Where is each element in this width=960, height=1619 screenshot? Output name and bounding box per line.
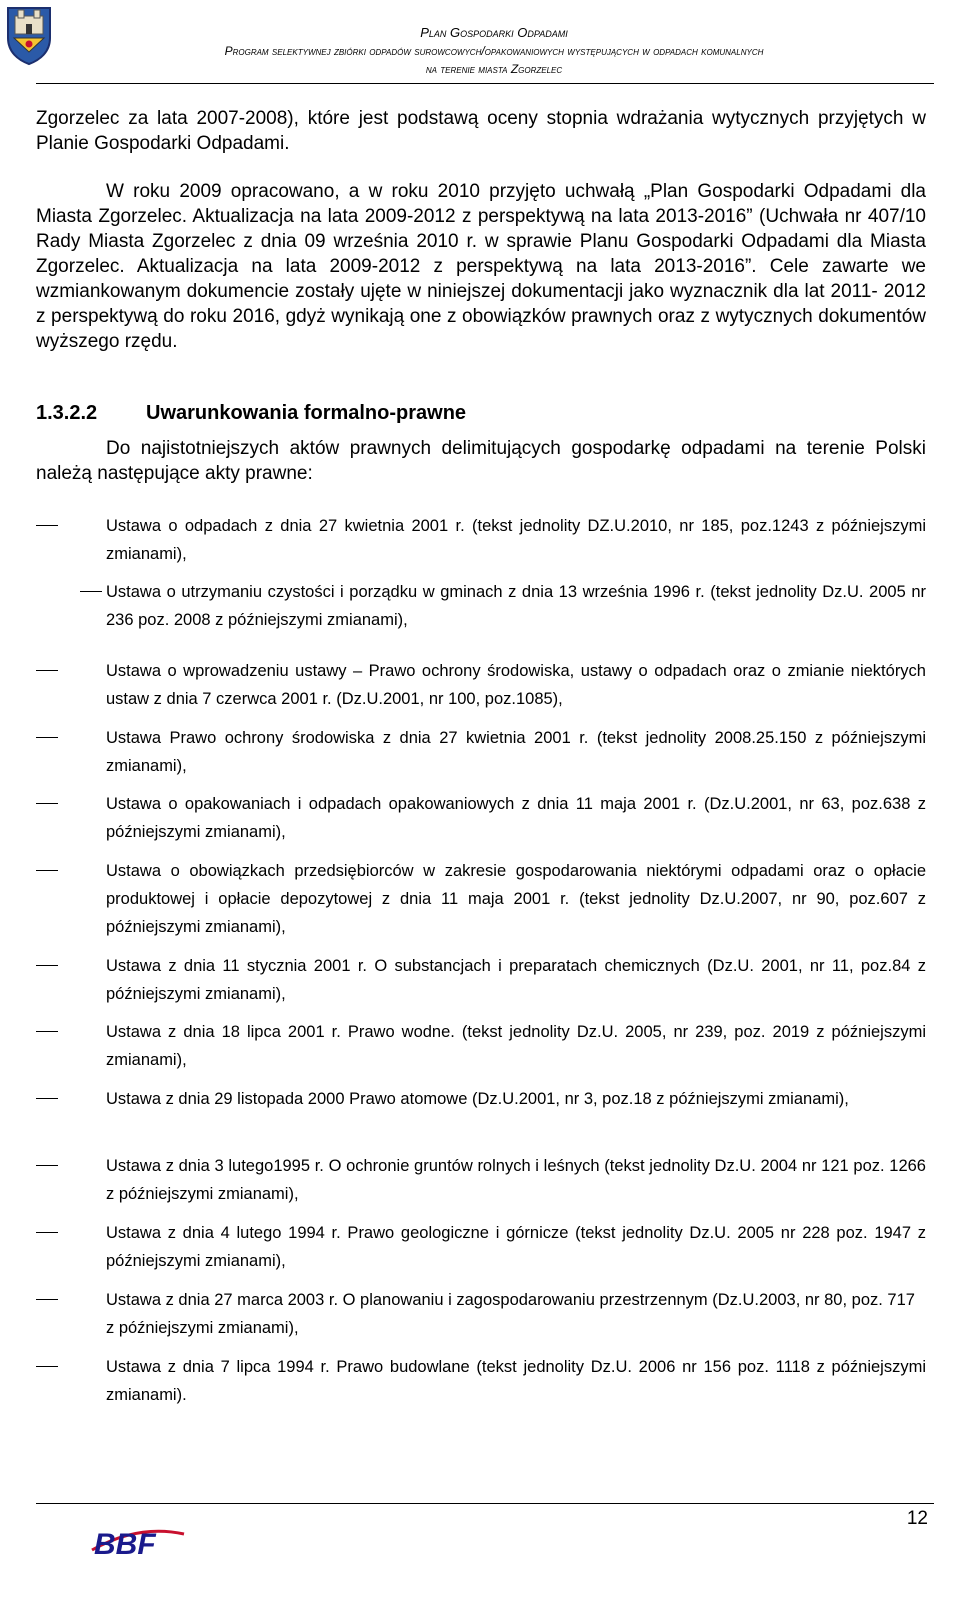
document-header	[54, 24, 934, 78]
list-item	[36, 1286, 926, 1342]
dash-bullet-icon	[36, 1366, 58, 1367]
list-item-text: Ustawa z dnia 27 marca 2003 r. O planowaniu i zagospodarowaniu przestrzennym (Dz.U.2003, nr 80, poz. 717 z późniejszymi zmianami),	[106, 1291, 915, 1337]
page-number: 12	[906, 1508, 928, 1529]
dash-bullet-icon	[36, 870, 58, 871]
dash-bullet-icon	[36, 1031, 58, 1032]
dash-bullet-icon	[36, 670, 58, 671]
dash-bullet-icon	[36, 803, 58, 804]
list-item-text: Ustawa Prawo ochrony środowiska z dnia 27 kwietnia 2001 r. (tekst jednolity 2008.25.150 z późniejszymi zmianami),	[106, 729, 926, 775]
header-subtitle: Program selektywnej zbiórki odpadów surowcowych/opakowaniowych występujących w odpadach komunalnych	[224, 44, 764, 58]
dash-bullet-icon	[36, 1232, 58, 1233]
section-intro-text: Do najistotniejszych aktów prawnych delimitujących gospodarkę odpadami na terenie Polski należą następujące akty prawne:	[36, 438, 926, 484]
logo-text: BBF	[94, 1528, 156, 1560]
section-number: 1.3.2.2	[36, 402, 98, 424]
list-item-text: Ustawa o obowiązkach przedsiębiorców w zakresie gospodarowania niektórymi odpadami oraz o opłacie produktowej i opłacie depozytowej z dnia 11 maja 2001 r. (tekst jednolity Dz.U.2007, nr 90, poz.607 z późniejszymi zmianami),	[106, 862, 926, 936]
list-item-text: Ustawa z dnia 18 lipca 2001 r. Prawo wodne. (tekst jednolity Dz.U. 2005, nr 239, poz. 2019 z późniejszymi zmianami),	[106, 1023, 926, 1069]
list-item-text: Ustawa o wprowadzeniu ustawy – Prawo ochrony środowiska, ustawy o odpadach oraz o zmianie niektórych ustaw z dnia 7 czerwca 2001 r. (Dz.U.2001, nr 100, poz.1085),	[106, 662, 926, 708]
list-item	[36, 724, 926, 780]
dash-bullet-icon	[36, 1165, 58, 1166]
dash-bullet-icon	[80, 591, 102, 592]
dash-bullet-icon	[36, 965, 58, 966]
section-intro	[36, 436, 926, 486]
list-item	[36, 1152, 926, 1208]
section-heading	[36, 402, 466, 425]
list-item	[36, 1085, 926, 1113]
list-item-text: Ustawa o opakowaniach i odpadach opakowaniowych z dnia 11 maja 2001 r. (Dz.U.2001, nr 63, poz.638 z późniejszymi zmianami),	[106, 795, 926, 841]
list-item	[36, 512, 926, 568]
list-item-text: Ustawa z dnia 7 lipca 1994 r. Prawo budowlane (tekst jednolity Dz.U. 2006 nr 156 poz. 1118 z późniejszymi zmianami).	[106, 1358, 926, 1404]
list-item	[36, 790, 926, 846]
list-item-text: Ustawa z dnia 11 stycznia 2001 r. O substancjach i preparatach chemicznych (Dz.U. 2001, nr 11, poz.84 z późniejszymi zmianami),	[106, 957, 926, 1003]
list-item	[36, 1018, 926, 1074]
header-divider	[36, 83, 934, 84]
footer-divider	[36, 1503, 934, 1504]
list-item-text: Ustawa z dnia 29 listopada 2000 Prawo atomowe (Dz.U.2001, nr 3, poz.18 z późniejszymi zmianami),	[106, 1090, 849, 1108]
dash-bullet-icon	[36, 1299, 58, 1300]
list-item-text: Ustawa o utrzymaniu czystości i porządku w gminach z dnia 13 września 1996 r. (tekst jednolity Dz.U. 2005 nr 236 poz. 2008 z późniejszymi zmianami),	[106, 583, 926, 629]
header-title: Plan Gospodarki Odpadami	[420, 25, 568, 40]
list-item	[36, 1353, 926, 1409]
list-item	[36, 657, 926, 713]
header-subtitle-location: na terenie miasta Zgorzelec	[425, 62, 563, 76]
list-item-text: Ustawa z dnia 3 lutego1995 r. O ochronie gruntów rolnych i leśnych (tekst jednolity Dz.U. 2004 nr 121 poz. 1266 z późniejszymi zmianami),	[106, 1157, 926, 1203]
dash-bullet-icon	[36, 1098, 58, 1099]
city-crest-icon	[4, 4, 54, 66]
paragraph-plan-history	[36, 179, 926, 354]
paragraph-continuation: Zgorzelec za lata 2007-2008), które jest podstawą oceny stopnia wdrażania wytycznych przyjętych w Planie Gospodarki Odpadami.	[36, 108, 926, 154]
dash-bullet-icon	[36, 737, 58, 738]
list-item	[36, 1219, 926, 1275]
paragraph-plan-history-text: W roku 2009 opracowano, a w roku 2010 przyjęto uchwałą „Plan Gospodarki Odpadami dla Miasta Zgorzelec. Aktualizacja na lata 2009-2012 z perspektywą na lata 2013-2016” (Uchwała nr 407/10 Rady Miasta Zgorzelec z dnia 09 września 2010 r. w sprawie Planu Gospodarki Odpadami dla Miasta Zgorzelec. Aktualizacja na lata 2009-2012 z perspektywą na lata 2013-2016”. Cele zawarte we wzmiankowanym dokumencie zostały ujęte w niniejszej dokumentacji jako wyznacznik dla lat 2011- 2012 z perspektywą do roku 2016, gdyż wynikają one z obowiązków prawnych oraz z wytycznych dokumentów wyższego rzędu.	[36, 181, 926, 352]
list-item	[36, 578, 926, 634]
list-item	[36, 952, 926, 1008]
dash-bullet-icon	[36, 525, 58, 526]
list-item	[36, 857, 926, 941]
list-item-text: Ustawa o odpadach z dnia 27 kwietnia 2001 r. (tekst jednolity DZ.U.2010, nr 185, poz.1243 z późniejszymi zmianami),	[106, 517, 926, 563]
section-title: Uwarunkowania formalno-prawne	[146, 402, 467, 424]
list-item-text: Ustawa z dnia 4 lutego 1994 r. Prawo geologiczne i górnicze (tekst jednolity Dz.U. 2005 nr 228 poz. 1947 z późniejszymi zmianami),	[106, 1224, 926, 1270]
bbf-logo	[88, 1520, 188, 1560]
